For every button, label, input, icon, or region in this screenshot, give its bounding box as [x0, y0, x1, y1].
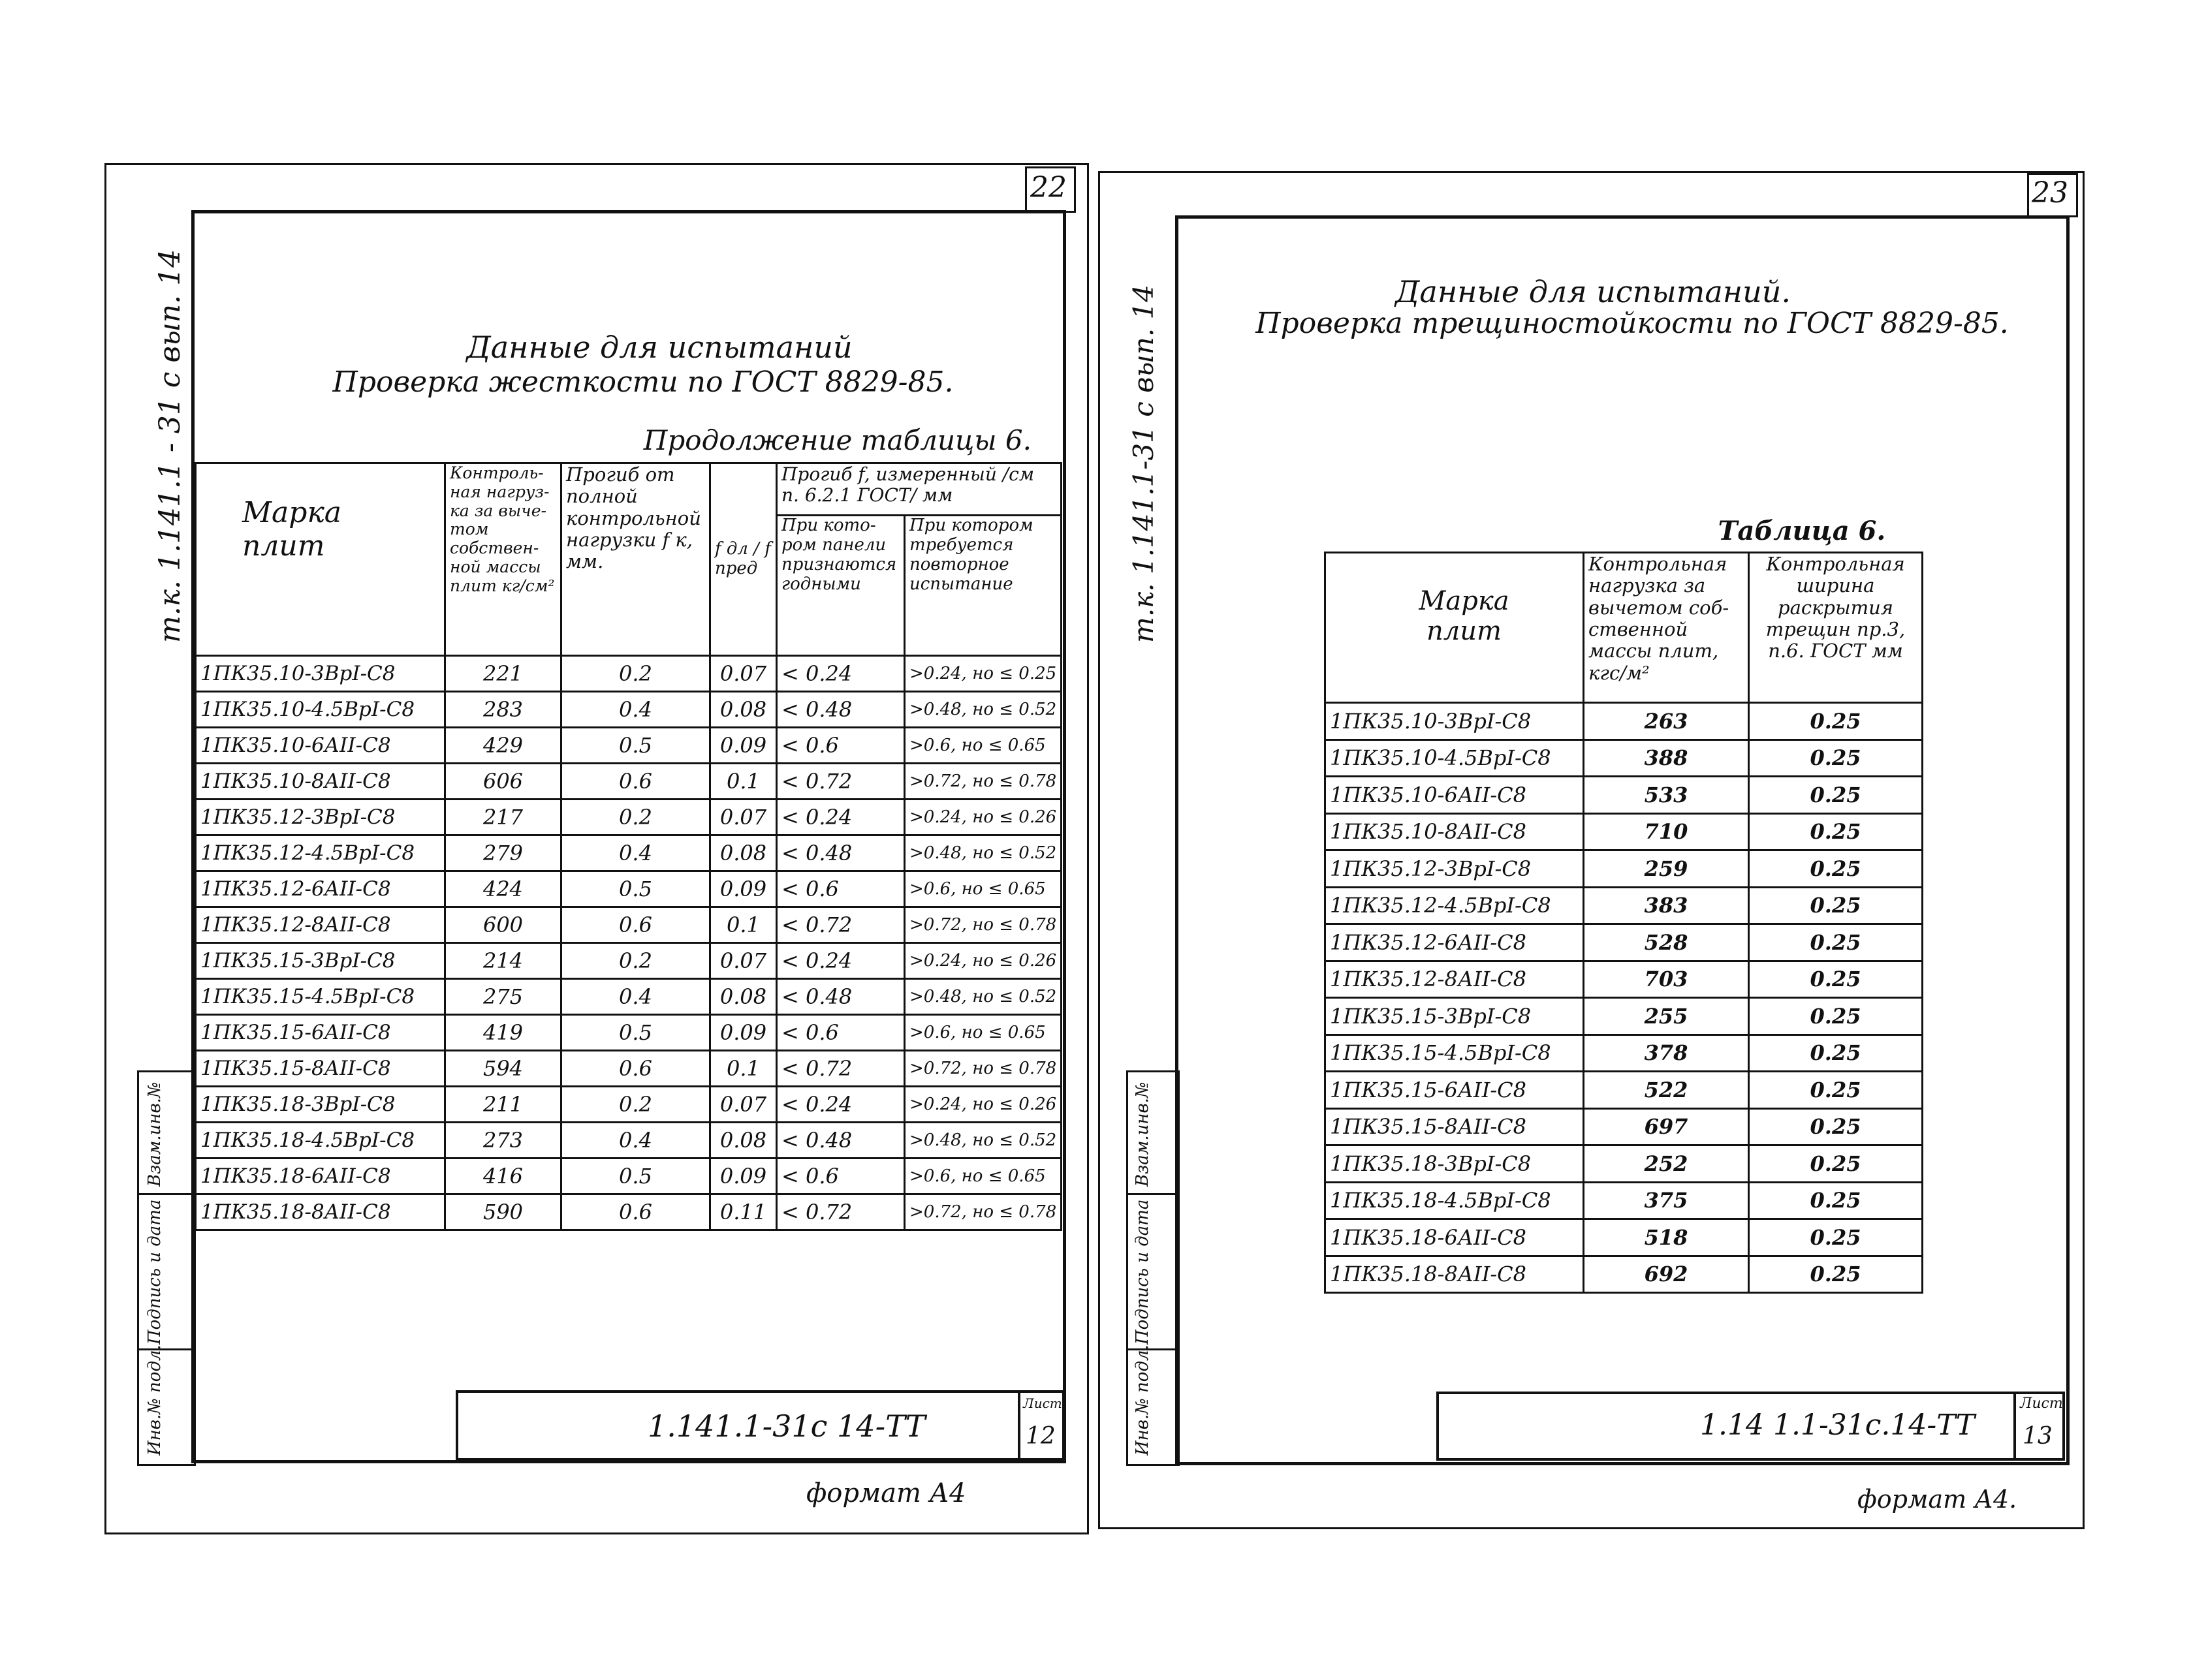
left-cell-defl: 0.6: [561, 1194, 710, 1230]
right-stamp-signature-date: Подпись и дата: [1133, 1199, 1152, 1345]
right-table-row: [1325, 777, 1923, 814]
right-cell-load: 703: [1584, 961, 1749, 998]
left-sheet-label: Лист: [1023, 1395, 1062, 1411]
left-format-label: формат А4: [806, 1478, 966, 1508]
left-cell-defl: 0.2: [561, 943, 710, 979]
right-cell-marka: 1ПК35.12-6АII-С8: [1325, 924, 1584, 961]
left-table-row: [196, 1123, 1062, 1159]
right-cell-marka: 1ПК35.18-6АII-С8: [1325, 1219, 1584, 1256]
right-table-row: [1325, 1219, 1923, 1256]
left-cell-defl: 0.2: [561, 656, 710, 692]
left-cell-load: 590: [445, 1194, 561, 1230]
left-cell-ok: < 0.6: [777, 871, 905, 907]
left-cell-load: 221: [445, 656, 561, 692]
right-sheet-label: Лист: [2020, 1395, 2063, 1412]
right-corner-number: 23: [2032, 176, 2068, 210]
right-cell-crack: 0.25: [1749, 887, 1923, 924]
left-cell-marka: 1ПК35.10-4.5ВрI-С8: [196, 692, 445, 728]
left-cell-load: 273: [445, 1123, 561, 1159]
right-table-row: [1325, 1108, 1923, 1145]
left-cell-ok: < 0.6: [777, 1159, 905, 1194]
right-format-label: формат А4.: [1857, 1485, 2017, 1514]
left-table-row: [196, 1159, 1062, 1194]
left-cell-retest: >0.24, но ≤ 0.26: [905, 800, 1062, 835]
left-header-ratio: f дл / f пред: [710, 463, 777, 656]
left-cell-marka: 1ПК35.12-8АII-С8: [196, 907, 445, 943]
right-cell-load: 692: [1584, 1256, 1749, 1293]
right-header-marka: Марка плит: [1325, 553, 1584, 703]
left-cell-retest: >0.24, но ≤ 0.26: [905, 1087, 1062, 1123]
right-cell-crack: 0.25: [1749, 924, 1923, 961]
left-header-usable: При кото-ром панели признаются годными: [777, 516, 905, 656]
right-table-label: Таблица 6.: [1718, 516, 1886, 546]
right-stamp-original-inv: Инв.№ подл.: [1133, 1345, 1152, 1455]
left-cell-marka: 1ПК35.12-4.5ВрI-С8: [196, 835, 445, 871]
left-title-block: [456, 1390, 1065, 1461]
left-cell-retest: >0.24, но ≤ 0.25: [905, 656, 1062, 692]
left-cell-ok: < 0.48: [777, 835, 905, 871]
right-cell-crack: 0.25: [1749, 1182, 1923, 1219]
left-cell-load: 419: [445, 1015, 561, 1051]
left-cell-marka: 1ПК35.18-6АII-С8: [196, 1159, 445, 1194]
right-cell-marka: 1ПК35.18-8АII-С8: [1325, 1256, 1584, 1293]
right-table-row: [1325, 850, 1923, 888]
left-cell-ok: < 0.48: [777, 692, 905, 728]
left-cell-load: 279: [445, 835, 561, 871]
right-cell-marka: 1ПК35.12-4.5ВрI-С8: [1325, 887, 1584, 924]
left-table-row: [196, 1051, 1062, 1087]
right-table-row: [1325, 998, 1923, 1035]
right-cell-load: 710: [1584, 813, 1749, 850]
left-cell-retest: >0.24, но ≤ 0.26: [905, 943, 1062, 979]
right-cell-marka: 1ПК35.10-8АII-С8: [1325, 813, 1584, 850]
left-cell-ratio: 0.08: [710, 979, 777, 1015]
left-cell-marka: 1ПК35.15-6АII-С8: [196, 1015, 445, 1051]
left-cell-retest: >0.48, но ≤ 0.52: [905, 835, 1062, 871]
left-cell-ratio: 0.11: [710, 1194, 777, 1230]
left-cell-load: 283: [445, 692, 561, 728]
right-cell-crack: 0.25: [1749, 703, 1923, 740]
right-table-row: [1325, 703, 1923, 740]
right-cell-crack: 0.25: [1749, 998, 1923, 1035]
right-table-row: [1325, 887, 1923, 924]
left-sheet-box: [1018, 1393, 1065, 1458]
left-cell-defl: 0.4: [561, 1123, 710, 1159]
right-cell-load: 533: [1584, 777, 1749, 814]
right-cell-load: 522: [1584, 1072, 1749, 1109]
left-table-row: [196, 1015, 1062, 1051]
left-cell-ratio: 0.09: [710, 871, 777, 907]
right-cell-load: 528: [1584, 924, 1749, 961]
left-header-deflection-full: Прогиб от полной контрольной нагрузки f к, мм.: [561, 463, 710, 656]
right-cell-marka: 1ПК35.10-6АII-С8: [1325, 777, 1584, 814]
right-header-crack-width: Контрольная ширина раскрытия трещин пр.3, п.6. ГОСТ мм: [1749, 553, 1923, 703]
right-cell-crack: 0.25: [1749, 1145, 1923, 1183]
left-cell-ratio: 0.1: [710, 907, 777, 943]
right-cell-marka: 1ПК35.18-4.5ВрI-С8: [1325, 1182, 1584, 1219]
left-cell-defl: 0.5: [561, 728, 710, 764]
left-cell-marka: 1ПК35.10-8АII-С8: [196, 764, 445, 800]
right-header-control-load: Контрольная нагрузка за вычетом соб-ственной массы плит, кгс/м²: [1584, 553, 1749, 703]
left-table-row: [196, 728, 1062, 764]
left-cell-load: 600: [445, 907, 561, 943]
left-cell-marka: 1ПК35.18-4.5ВрI-С8: [196, 1123, 445, 1159]
right-cell-crack: 0.25: [1749, 777, 1923, 814]
right-table-row: [1325, 961, 1923, 998]
right-cell-marka: 1ПК35.12-8АII-С8: [1325, 961, 1584, 998]
left-cell-marka: 1ПК35.12-3ВрI-С8: [196, 800, 445, 835]
left-cell-ratio: 0.07: [710, 800, 777, 835]
left-title-line2: Проверка жесткости по ГОСТ 8829-85.: [332, 366, 954, 399]
left-cell-ratio: 0.07: [710, 656, 777, 692]
left-cell-ok: < 0.6: [777, 728, 905, 764]
right-cell-crack: 0.25: [1749, 813, 1923, 850]
right-crack-table: [1324, 552, 1923, 1294]
right-side-code: т.к. 1.141.1-31 с вып. 14: [1127, 285, 1159, 643]
left-cell-retest: >0.6, но ≤ 0.65: [905, 1015, 1062, 1051]
left-table-row: [196, 800, 1062, 835]
left-cell-marka: 1ПК35.15-3ВрI-С8: [196, 943, 445, 979]
right-cell-crack: 0.25: [1749, 1034, 1923, 1072]
left-cell-defl: 0.6: [561, 764, 710, 800]
left-cell-retest: >0.6, но ≤ 0.65: [905, 871, 1062, 907]
left-cell-ok: < 0.48: [777, 979, 905, 1015]
right-table-row: [1325, 1182, 1923, 1219]
left-header-measured: Прогиб f, измеренный /см п. 6.2.1 ГОСТ/ мм: [777, 463, 1062, 516]
right-cell-crack: 0.25: [1749, 1108, 1923, 1145]
left-cell-retest: >0.72, но ≤ 0.78: [905, 1194, 1062, 1230]
left-cell-ratio: 0.08: [710, 1123, 777, 1159]
right-cell-load: 378: [1584, 1034, 1749, 1072]
right-cell-marka: 1ПК35.18-3ВрI-С8: [1325, 1145, 1584, 1183]
right-title-line1: Данные для испытаний.: [1395, 274, 1791, 309]
right-cell-load: 383: [1584, 887, 1749, 924]
right-cell-load: 388: [1584, 739, 1749, 777]
left-stamp-signature-date: Подпись и дата: [145, 1199, 165, 1345]
left-header-marka: Марка плит: [196, 463, 445, 656]
left-sheet-number: 12: [1026, 1423, 1056, 1450]
left-cell-ok: < 0.72: [777, 907, 905, 943]
left-cell-ok: < 0.6: [777, 1015, 905, 1051]
left-cell-marka: 1ПК35.10-6АII-С8: [196, 728, 445, 764]
left-cell-marka: 1ПК35.15-4.5ВрI-С8: [196, 979, 445, 1015]
left-cell-load: 217: [445, 800, 561, 835]
right-doc-code: 1.14 1.1-31с.14-ТТ: [1700, 1408, 1975, 1442]
left-cell-ok: < 0.48: [777, 1123, 905, 1159]
left-cell-defl: 0.4: [561, 979, 710, 1015]
right-table-row: [1325, 1034, 1923, 1072]
left-table-row: [196, 656, 1062, 692]
right-cell-load: 518: [1584, 1219, 1749, 1256]
right-cell-load: 259: [1584, 850, 1749, 888]
left-cell-defl: 0.4: [561, 692, 710, 728]
left-cell-ok: < 0.24: [777, 943, 905, 979]
left-cell-load: 214: [445, 943, 561, 979]
left-cell-ok: < 0.72: [777, 1051, 905, 1087]
left-cell-retest: >0.6, но ≤ 0.65: [905, 1159, 1062, 1194]
left-table-row: [196, 835, 1062, 871]
right-cell-load: 252: [1584, 1145, 1749, 1183]
left-cell-ratio: 0.08: [710, 692, 777, 728]
left-cell-defl: 0.2: [561, 1087, 710, 1123]
left-cell-marka: 1ПК35.12-6АII-С8: [196, 871, 445, 907]
right-cell-load: 697: [1584, 1108, 1749, 1145]
left-cell-defl: 0.4: [561, 835, 710, 871]
right-cell-marka: 1ПК35.15-8АII-С8: [1325, 1108, 1584, 1145]
left-title-line1: Данные для испытаний: [466, 330, 853, 365]
left-cell-retest: >0.6, но ≤ 0.65: [905, 728, 1062, 764]
left-cell-ratio: 0.08: [710, 835, 777, 871]
left-cell-defl: 0.6: [561, 1051, 710, 1087]
left-cell-load: 594: [445, 1051, 561, 1087]
left-cell-marka: 1ПК35.10-3ВрI-С8: [196, 656, 445, 692]
left-corner-number: 22: [1030, 171, 1067, 204]
right-cell-crack: 0.25: [1749, 1072, 1923, 1109]
left-table-blank-row: [196, 1230, 1062, 1232]
left-cell-load: 429: [445, 728, 561, 764]
left-table-row: [196, 871, 1062, 907]
right-table-row: [1325, 1145, 1923, 1183]
left-cell-retest: >0.48, но ≤ 0.52: [905, 979, 1062, 1015]
right-cell-load: 255: [1584, 998, 1749, 1035]
right-table-row: [1325, 813, 1923, 850]
right-cell-marka: 1ПК35.15-4.5ВрI-С8: [1325, 1034, 1584, 1072]
left-cell-defl: 0.6: [561, 907, 710, 943]
right-stamp-replaced-inv: Взам.инв.№: [1133, 1081, 1152, 1187]
right-cell-crack: 0.25: [1749, 1219, 1923, 1256]
right-cell-marka: 1ПК35.15-6АII-С8: [1325, 1072, 1584, 1109]
left-side-code: т.к. 1.141.1 - 31 с вып. 14: [153, 249, 187, 643]
left-cell-defl: 0.2: [561, 800, 710, 835]
left-cell-ok: < 0.24: [777, 800, 905, 835]
left-cell-retest: >0.72, но ≤ 0.78: [905, 764, 1062, 800]
left-table-row: [196, 979, 1062, 1015]
left-cell-defl: 0.5: [561, 871, 710, 907]
left-stamp-original-inv: Инв.№ подл.: [145, 1345, 165, 1455]
left-continuation-label: Продолжение таблицы 6.: [643, 424, 1032, 456]
left-cell-retest: >0.48, но ≤ 0.52: [905, 692, 1062, 728]
right-cell-crack: 0.25: [1749, 1256, 1923, 1293]
left-cell-defl: 0.5: [561, 1159, 710, 1194]
right-cell-load: 375: [1584, 1182, 1749, 1219]
left-cell-retest: >0.72, но ≤ 0.78: [905, 1051, 1062, 1087]
left-cell-ok: < 0.24: [777, 1087, 905, 1123]
left-cell-load: 211: [445, 1087, 561, 1123]
left-cell-load: 416: [445, 1159, 561, 1194]
left-cell-ratio: 0.09: [710, 1159, 777, 1194]
left-cell-defl: 0.5: [561, 1015, 710, 1051]
left-doc-code: 1.141.1-31с 14-ТТ: [648, 1408, 926, 1444]
left-cell-ok: < 0.24: [777, 656, 905, 692]
right-sheet-number: 13: [2023, 1423, 2053, 1450]
left-cell-marka: 1ПК35.18-3ВрI-С8: [196, 1087, 445, 1123]
left-stiffness-table: [195, 462, 1062, 1232]
left-cell-ok: < 0.72: [777, 1194, 905, 1230]
left-table-row: [196, 907, 1062, 943]
left-cell-load: 424: [445, 871, 561, 907]
right-title-line2: Проверка трещиностойкости по ГОСТ 8829-85.: [1255, 307, 2009, 340]
right-cell-crack: 0.25: [1749, 850, 1923, 888]
right-cell-marka: 1ПК35.12-3ВрI-С8: [1325, 850, 1584, 888]
right-title-block: [1436, 1392, 2065, 1461]
right-cell-crack: 0.25: [1749, 739, 1923, 777]
left-cell-ratio: 0.07: [710, 1087, 777, 1123]
right-table-row: [1325, 739, 1923, 777]
right-table-row: [1325, 1072, 1923, 1109]
left-cell-ratio: 0.07: [710, 943, 777, 979]
left-table-row: [196, 943, 1062, 979]
left-cell-ratio: 0.1: [710, 1051, 777, 1087]
left-cell-marka: 1ПК35.15-8АII-С8: [196, 1051, 445, 1087]
right-table-row: [1325, 1256, 1923, 1293]
left-cell-load: 606: [445, 764, 561, 800]
left-cell-ratio: 0.09: [710, 1015, 777, 1051]
left-table-row: [196, 1194, 1062, 1230]
right-cell-load: 263: [1584, 703, 1749, 740]
right-cell-marka: 1ПК35.10-4.5ВрI-С8: [1325, 739, 1584, 777]
left-table-row: [196, 692, 1062, 728]
left-cell-retest: >0.48, но ≤ 0.52: [905, 1123, 1062, 1159]
left-cell-ratio: 0.1: [710, 764, 777, 800]
left-cell-ok: < 0.72: [777, 764, 905, 800]
right-cell-marka: 1ПК35.10-3ВрI-С8: [1325, 703, 1584, 740]
left-cell-retest: >0.72, но ≤ 0.78: [905, 907, 1062, 943]
left-table-row: [196, 1087, 1062, 1123]
right-cell-marka: 1ПК35.15-3ВрI-С8: [1325, 998, 1584, 1035]
left-header-retest: При котором требуется повторное испытание: [905, 516, 1062, 656]
left-table-row: [196, 764, 1062, 800]
left-stamp-replaced-inv: Взам.инв.№: [145, 1081, 165, 1187]
right-sheet-box: [2013, 1394, 2065, 1458]
left-header-control-load: Контроль-ная нагруз-ка за выче-том собствен-ной массы плит кг/см²: [445, 463, 561, 656]
left-cell-ratio: 0.09: [710, 728, 777, 764]
right-table-row: [1325, 924, 1923, 961]
left-cell-marka: 1ПК35.18-8АII-С8: [196, 1194, 445, 1230]
left-cell-load: 275: [445, 979, 561, 1015]
right-cell-crack: 0.25: [1749, 961, 1923, 998]
